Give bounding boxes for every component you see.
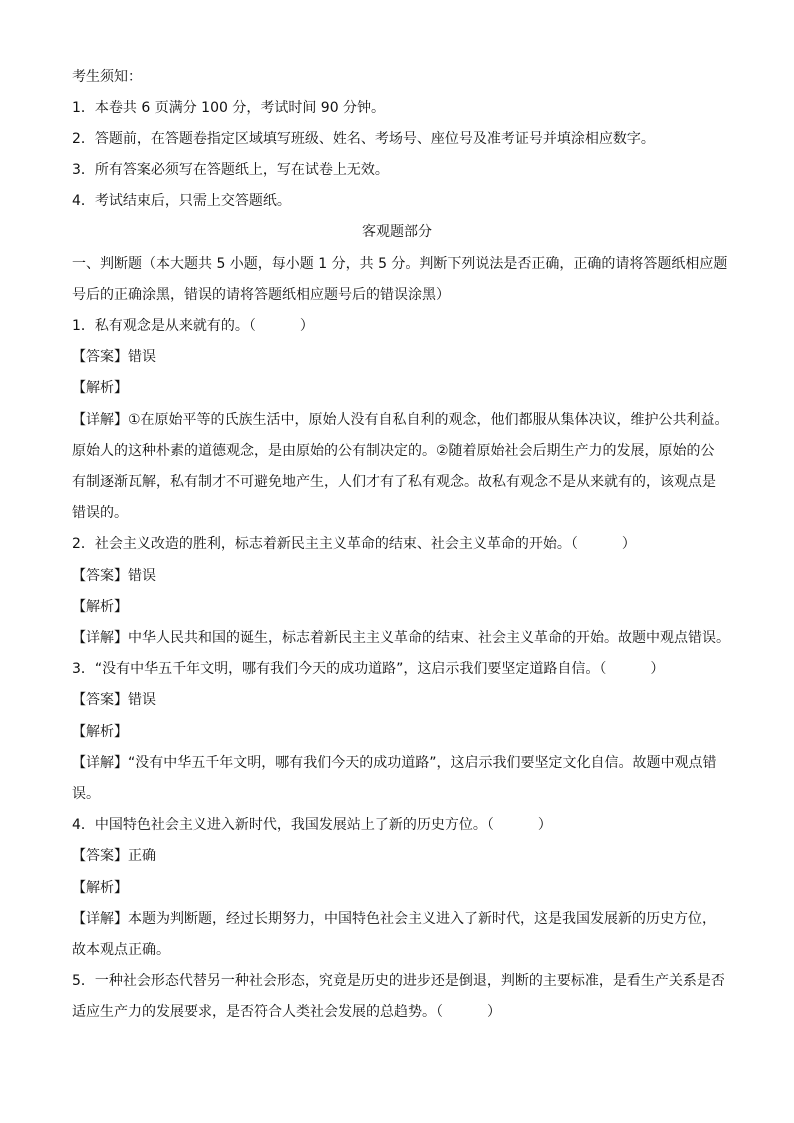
answer-line-1 [72,348,732,366]
detail-text: 本题为判断题，经过长期努力，中国特色社会主义进入了新时代，这是我国发展新的历史方位， [128,911,716,927]
part-heading: 一、判断题（本大题共 5 小题，每小题 1 分，共 5 分。判断下列说法是否正确，正确的请将答题纸相应题 [72,256,728,272]
detail-line [72,754,732,772]
question-stem-3 [72,660,732,678]
close-paren: ） [537,817,552,833]
question-stem-5-cont [72,1003,732,1021]
detail-label: 【详解】 [72,630,128,646]
open-paren: （ [436,1004,443,1020]
open-paren: （ [248,318,256,334]
detail-text: 中华人民共和国的诞生，标志着新民主主义革命的结束、社会主义革命的开始。故题中观点错误。 [128,630,730,646]
detail-line: 故本观点正确。 [72,942,170,958]
answer-line-2 [72,567,732,585]
detail-text: “没有中华五千年文明，哪有我们今天的成功道路”，这启示我们要坚定文化自信。故题中观点错 [128,755,717,771]
answer-label: 【答案】 [72,568,128,584]
stem-text: 1．私有观念是从来就有的。 [72,318,249,334]
stem-text: 3．“没有中华五千年文明，哪有我们今天的成功道路”，这启示我们要坚定道路自信。 [72,661,600,677]
detail-text: ①在原始平等的氏族生活中，原始人没有自私自利的观念，他们都服从集体决议，维护公共利益。 [128,412,729,428]
analysis-label: 【解析】 [72,724,128,740]
detail-label: 【详解】 [72,412,128,428]
notice-item: 1．本卷共 6 页满分 100 分，考试时间 90 分钟。 [72,100,386,116]
question-stem-2 [72,535,732,553]
section-title: 客观题部分 [362,224,432,240]
close-paren: ） [621,536,636,552]
detail-line: 误。 [72,786,100,802]
notice-title: 考生须知： [72,69,142,85]
detail-line [72,629,732,647]
open-paren: （ [486,817,494,833]
answer-value: 错误 [128,692,156,708]
detail-label: 【详解】 [72,755,128,771]
notice-item: 3．所有答案必须写在答题纸上，写在试卷上无效。 [72,162,389,178]
open-paren: （ [599,661,607,677]
analysis-label: 【解析】 [72,599,128,615]
question-stem-1 [72,317,732,335]
answer-label: 【答案】 [72,692,128,708]
detail-line [72,910,732,928]
detail-line: 错误的。 [72,505,128,521]
analysis-label: 【解析】 [72,380,128,396]
part-heading: 号后的正确涂黑，错误的请将答题纸相应题号后的错误涂黑） [72,287,450,303]
stem-text: 2．社会主义改造的胜利，标志着新民主主义革命的结束、社会主义革命的开始。 [72,536,571,552]
answer-value: 正确 [128,848,156,864]
detail-label: 【详解】 [72,911,128,927]
notice-item: 4．考试结束后，只需上交答题纸。 [72,193,291,209]
open-paren: （ [570,536,578,552]
answer-value: 错误 [128,568,156,584]
notice-item: 2．答题前，在答题卷指定区域填写班级、姓名、考场号、座位号及准考证号并填涂相应数字。 [72,131,655,147]
answer-line-4 [72,847,732,865]
detail-line [72,411,732,429]
close-paren: ） [299,318,314,334]
detail-line: 有制逐渐瓦解，私有制才不可避免地产生，人们才有了私有观念。故私有观念不是从来就有的，该观点是 [72,474,716,490]
close-paren: ） [650,661,665,677]
question-stem-4 [72,816,732,834]
stem-text: 适应生产力的发展要求，是否符合人类社会发展的总趋势。 [72,1004,436,1020]
stem-text: 4．中国特色社会主义进入新时代，我国发展站上了新的历史方位。 [72,817,487,833]
answer-value: 错误 [128,349,156,365]
detail-line: 原始人的这种朴素的道德观念，是由原始的公有制决定的。②随着原始社会后期生产力的发展，原始的公 [72,443,715,459]
analysis-label: 【解析】 [72,880,128,896]
answer-line-3 [72,691,732,709]
close-paren: ） [487,1004,501,1020]
answer-label: 【答案】 [72,848,128,864]
question-stem-5: 5．一种社会形态代替另一种社会形态，究竟是历史的进步还是倒退，判断的主要标准，是看生产关系是否 [72,973,725,989]
answer-label: 【答案】 [72,349,128,365]
